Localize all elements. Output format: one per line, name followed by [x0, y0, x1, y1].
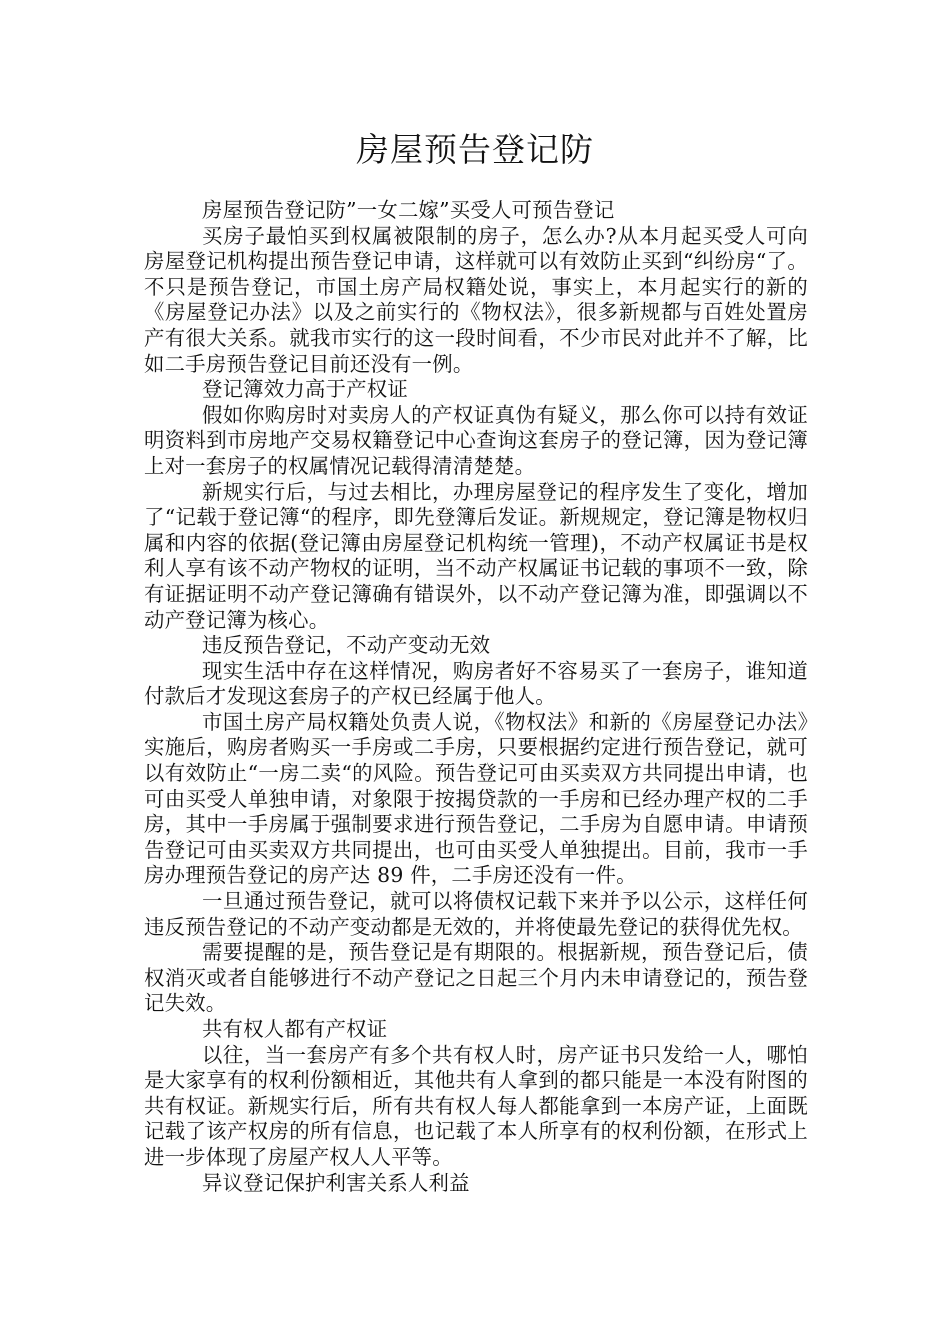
section-heading: 异议登记保护利害关系人利益: [202, 1170, 470, 1195]
paragraph: 市国土房产局权籍处负责人说，《物权法》和新的《房屋登记办法》实施后，购房者购买一手房或二手房，只要根据约定进行预告登记，就可以有效防止“一房二卖“的风险。预告登记可由买卖双方共同提出申请，也可由买受人单独申请，对象限于按揭贷款的一手房和已经办理产权的二手房，其中一手房属于强制要求进行预告登记，二手房为自愿申请。申请预告登记可由买卖双方共同提出，也可由买受人单独提出。目前，我市一手房办理预告登记的房产达 89 件，二手房还没有一件。: [144, 709, 808, 888]
page-title: 房屋预告登记防: [356, 130, 594, 169]
section-heading: 登记簿效力高于产权证: [202, 377, 408, 402]
paragraph: 一旦通过预告登记，就可以将债权记载下来并予以公示，这样任何违反预告登记的不动产变动都是无效的，并将使最先登记的获得优先权。: [144, 889, 808, 939]
paragraph: 新规实行后，与过去相比，办理房屋登记的程序发生了变化，增加了“记载于登记簿“的程序，即先登簿后发证。新规规定，登记簿是物权归属和内容的依据(登记簿由房屋登记机构统一管理)，不动产权属证书是权利人享有该不动产物权的证明，当不动产权属证书记载的事项不一致，除有证据证明不动产登记簿确有错误外，以不动产登记簿为准，即强调以不动产登记簿为核心。: [144, 479, 808, 632]
paragraph-intro-heading: 房屋预告登记防”一女二嫁”买受人可预告登记: [202, 198, 615, 222]
paragraph: 以往，当一套房产有多个共有权人时，房产证书只发给一人，哪怕是大家享有的权利份额相近，其他共有人拿到的都只能是一本没有附图的共有权证。新规实行后，所有共有权人每人都能拿到一本房产证，上面既记载了该产权房的所有信息，也记载了本人所享有的权利份额，在形式上进一步体现了房屋产权人人平等。: [144, 1042, 808, 1169]
section-heading: 违反预告登记，不动产变动无效: [202, 633, 491, 658]
paragraph: 现实生活中存在这样情况，购房者好不容易买了一套房子，谁知道付款后才发现这套房子的产权已经属于他人。: [144, 658, 808, 709]
paragraph: 假如你购房时对卖房人的产权证真伪有疑义，那么你可以持有效证明资料到市房地产交易权籍登记中心查询这套房子的登记簿，因为登记簿上对一套房子的权属情况记载得清清楚楚。: [144, 402, 808, 478]
section-heading: 共有权人都有产权证: [202, 1017, 388, 1041]
paragraph: 需要提醒的是，预告登记是有期限的。根据新规，预告登记后，债权消灭或者自能够进行不动产登记之日起三个月内未申请登记的，预告登记失效。: [144, 940, 808, 1016]
document-body: [144, 198, 808, 1196]
paragraph: 买房子最怕买到权属被限制的房子，怎么办?从本月起买受人可向房屋登记机构提出预告登记申请，这样就可以有效防止买到“纠纷房“了。不只是预告登记，市国土房产局权籍处说，事实上，本月起实行的新的《房屋登记办法》以及之前实行的《物权法》，很多新规都与百姓处置房产有很大关系。就我市实行的这一段时间看，不少市民对此并不了解，比如二手房预告登记目前还没有一例。: [144, 223, 808, 376]
